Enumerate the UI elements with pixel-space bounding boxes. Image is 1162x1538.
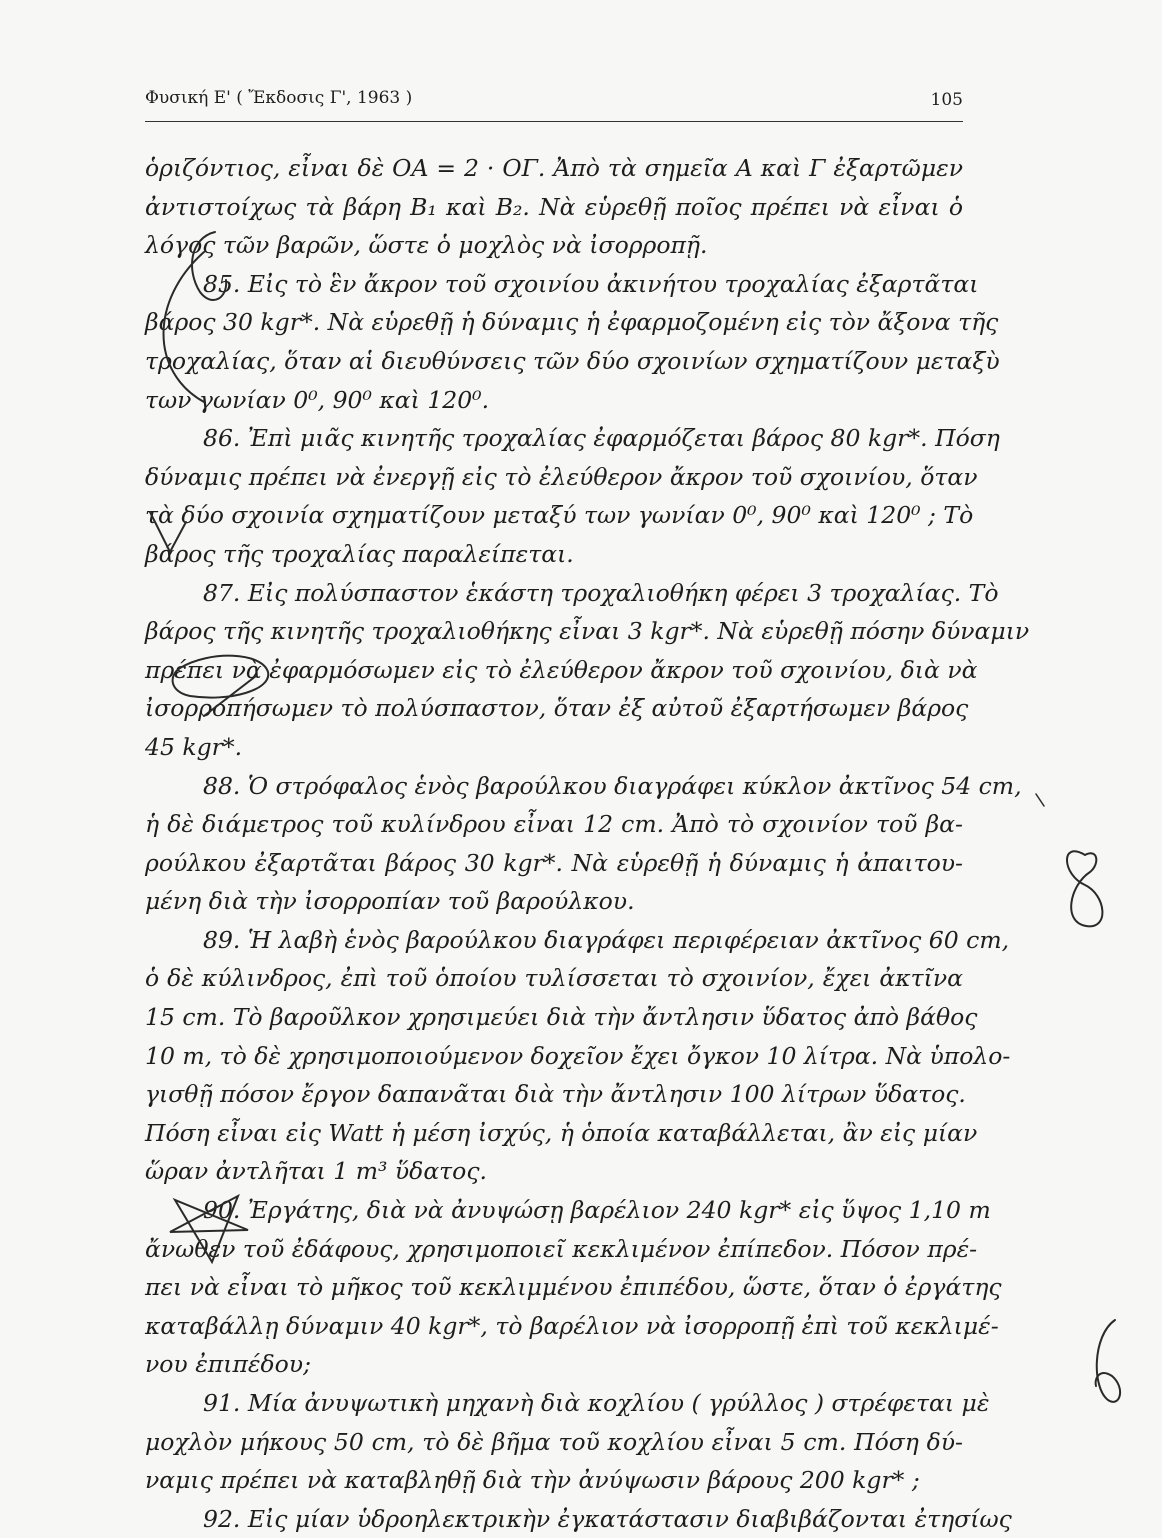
running-header bbox=[145, 88, 963, 114]
text-line: 90. Ἐργάτης, διὰ νὰ ἀνυψώσῃ βαρέλιον 240 kgr* εἰς ὕψος 1,10 m bbox=[203, 1196, 991, 1225]
text-line: 15 cm. Τὸ βαροῦλκον χρησιμεύει διὰ τὴν ἄντλησιν ὕδατος ἀπὸ βάθος bbox=[145, 1003, 978, 1032]
body-text bbox=[145, 149, 1030, 1538]
text-line: βάρος τῆς τροχαλίας παραλείπεται. bbox=[145, 539, 574, 568]
margin-six-mark bbox=[1096, 1320, 1120, 1402]
text-line: ὥραν ἀντλῆται 1 m³ ὕδατος. bbox=[145, 1157, 487, 1186]
margin-eight-mark bbox=[1067, 851, 1102, 926]
text-line: 10 m, τὸ δὲ χρησιμοποιούμενον δοχεῖον ἔχει ὄγκον 10 λίτρα. Νὰ ὑπολο- bbox=[145, 1041, 1011, 1070]
text-line: νου ἐπιπέδου; bbox=[145, 1350, 312, 1379]
text-line: ἡ δὲ διάμετρος τοῦ κυλίνδρου εἶναι 12 cm. Ἀπὸ τὸ σχοινίον τοῦ βα- bbox=[145, 810, 963, 839]
text-line: τροχαλίας, ὅταν αἱ διευθύνσεις τῶν δύο σχοινίων σχηματίζουν μεταξὺ bbox=[145, 346, 1000, 375]
text-line: 86. Ἐπὶ μιᾶς κινητῆς τροχαλίας ἐφαρμόζεται βάρος 80 kgr*. Πόση bbox=[203, 424, 1000, 453]
text-line: ναμις πρέπει νὰ καταβληθῇ διὰ τὴν ἀνύψωσιν βάρους 200 kgr* ; bbox=[145, 1466, 920, 1495]
margin-tick bbox=[1036, 794, 1044, 806]
text-line: γισθῇ πόσον ἔργον δαπανᾶται διὰ τὴν ἄντλησιν 100 λίτρων ὕδατος. bbox=[145, 1080, 966, 1109]
text-line: 92. Εἰς μίαν ὑδροηλεκτρικὴν ἐγκατάστασιν διαβιβάζονται ἐτησίως bbox=[203, 1504, 1012, 1533]
text-line: βάρος 30 kgr*. Νὰ εὑρεθῇ ἡ δύναμις ἡ ἐφαρμοζομένη εἰς τὸν ἄξονα τῆς bbox=[145, 308, 999, 337]
text-line: μοχλὸν μήκους 50 cm, τὸ δὲ βῆμα τοῦ κοχλίου εἶναι 5 cm. Πόση δύ- bbox=[145, 1427, 963, 1456]
text-line: δύναμις πρέπει νὰ ἐνεργῇ εἰς τὸ ἐλεύθερον ἄκρον τοῦ σχοινίου, ὅταν bbox=[145, 462, 978, 491]
book-title: Φυσική Ε' ( Ἔκδοσις Γ', 1963 ) bbox=[145, 88, 413, 108]
text-line: ὁριζόντιος, εἶναι δὲ ΟΑ = 2 · ΟΓ. Ἀπὸ τὰ σημεῖα Α καὶ Γ ἐξαρτῶμεν bbox=[145, 154, 963, 182]
page-number: 105 bbox=[930, 90, 963, 110]
text-line: ἄνωθεν τοῦ ἐδάφους, χρησιμοποιεῖ κεκλιμένον ἐπίπεδον. Πόσον πρέ- bbox=[145, 1234, 978, 1263]
text-line: βάρος τῆς κινητῆς τροχαλιοθήκης εἶναι 3 kgr*. Νὰ εὑρεθῇ πόσην δύναμιν bbox=[145, 617, 1030, 646]
text-line: ἰσορροπήσωμεν τὸ πολύσπαστον, ὅταν ἐξ αὐτοῦ ἐξαρτήσωμεν βάρος bbox=[145, 694, 969, 723]
text-line: 87. Εἰς πολύσπαστον ἑκάστη τροχαλιοθήκη φέρει 3 τροχαλίας. Τὸ bbox=[203, 578, 999, 607]
text-line: μένη διὰ τὴν ἰσορροπίαν τοῦ βαρούλκου. bbox=[145, 887, 635, 916]
text-line: Πόση εἶναι εἰς Watt ἡ μέση ἰσχύς, ἡ ὁποία καταβάλλεται, ἂν εἰς μίαν bbox=[145, 1118, 978, 1147]
text-line: λόγος τῶν βαρῶν, ὥστε ὁ μοχλὸς νὰ ἰσορροπῇ. bbox=[145, 231, 708, 260]
text-line: 91. Μία ἀνυψωτικὴ μηχανὴ διὰ κοχλίου ( γρύλλος ) στρέφεται μὲ bbox=[203, 1389, 990, 1417]
text-line: πει νὰ εἶναι τὸ μῆκος τοῦ κεκλιμμένου ἐπιπέδου, ὥστε, ὅταν ὁ ἐργάτης bbox=[145, 1273, 1002, 1302]
text-line: ὁ δὲ κύλινδρος, ἐπὶ τοῦ ὁποίου τυλίσσεται τὸ σχοινίον, ἔχει ἀκτῖνα bbox=[145, 964, 963, 993]
text-line: των γωνίαν 0⁰, 90⁰ καὶ 120⁰. bbox=[145, 385, 490, 414]
text-line: 89. Ἡ λαβὴ ἑνὸς βαρούλκου διαγράφει περιφέρειαν ἀκτῖνος 60 cm, bbox=[203, 925, 1010, 954]
text-line: ἀντιστοίχως τὰ βάρη Β₁ καὶ Β₂. Νὰ εὑρεθῇ ποῖος πρέπει νὰ εἶναι ὁ bbox=[145, 192, 963, 221]
text-line: 45 kgr*. bbox=[145, 732, 243, 761]
text-line: ρούλκου ἐξαρτᾶται βάρος 30 kgr*. Νὰ εὑρεθῇ ἡ δύναμις ἡ ἀπαιτου- bbox=[145, 848, 963, 877]
header-rule bbox=[145, 121, 963, 122]
text-line: καταβάλλῃ δύναμιν 40 kgr*, τὸ βαρέλιον νὰ ἰσορροπῇ ἐπὶ τοῦ κεκλιμέ- bbox=[145, 1311, 999, 1340]
text-line: πρέπει νὰ ἐφαρμόσωμεν εἰς τὸ ἐλεύθερον ἄκρον τοῦ σχοινίου, διὰ νὰ bbox=[145, 655, 978, 684]
text-line: τὰ δύο σχοινία σχηματίζουν μεταξύ των γωνίαν 0⁰, 90⁰ καὶ 120⁰ ; Τὸ bbox=[145, 501, 974, 530]
text-line: 88. Ὁ στρόφαλος ἑνὸς βαρούλκου διαγράφει κύκλον ἀκτῖνος 54 cm, bbox=[203, 771, 1022, 800]
text-line: 85. Εἰς τὸ ἓν ἄκρον τοῦ σχοινίου ἀκινήτου τροχαλίας ἐξαρτᾶται bbox=[203, 269, 979, 298]
